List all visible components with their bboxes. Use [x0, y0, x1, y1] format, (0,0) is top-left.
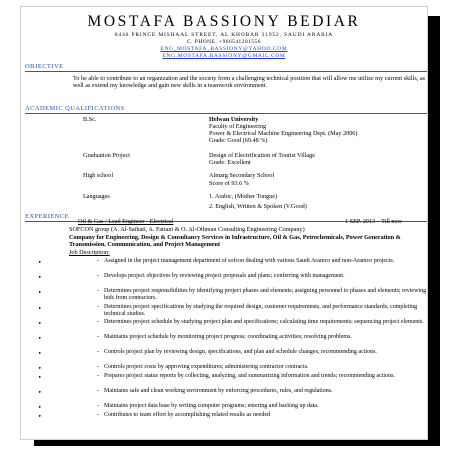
job-description-text: Contributes to team effort by accomplishing related results as needed: [104, 412, 271, 418]
experience-company: SOFCON group (A. Al-Saihati, A. Fattani & O. Al-Othman Consulting Engineering Company): [69, 226, 305, 233]
bullet-dash: -: [97, 403, 99, 409]
job-description-item: [97, 304, 428, 318]
job-description-item: [97, 364, 428, 371]
email-link-gmail[interactable]: ENG.MOSTAFA.BASSIONY@GMAIL.COM: [162, 53, 286, 59]
bsc-university: Helwan University: [209, 116, 259, 123]
bullet-marker-icon: ▸: [39, 259, 42, 264]
bullet-marker-icon: ▸: [39, 413, 42, 418]
job-description-item: [97, 288, 428, 302]
job-description-text: Controls project costs by approving expenditures; administering contractor contracts.: [104, 364, 309, 370]
bullet-dash: -: [97, 288, 99, 294]
bullet-dash: -: [97, 319, 99, 325]
experience-dates: 1 SEP. 2013 – Till now: [345, 218, 403, 225]
job-description-item: [97, 349, 428, 356]
bsc-faculty: Faculty of Engineering: [209, 123, 267, 130]
school-score: Score of 93.6 %: [209, 180, 249, 187]
job-description-label: Job Description:: [69, 249, 110, 256]
job-description-item: [97, 388, 428, 395]
bullet-marker-icon: ▸: [39, 389, 42, 394]
experience-heading: EXPERIENCE: [25, 213, 70, 220]
bullet-dash: -: [97, 349, 99, 355]
job-description-item: [97, 273, 428, 280]
project-grade: Grade: Excellent: [209, 159, 251, 166]
bullet-marker-icon: ▸: [39, 335, 42, 340]
bullet-dash: -: [97, 364, 99, 370]
school-name: Almarg Secondary School: [209, 172, 275, 179]
academic-heading: ACADEMIC QUALIFICATIONS: [25, 105, 125, 112]
bullet-dash: -: [97, 334, 99, 340]
bullet-marker-icon: ▸: [39, 350, 42, 355]
language-arabic: 1. Arabic, (Mother Tongue): [209, 193, 278, 200]
email-link-yahoo[interactable]: ENG_MOSTAFA_BASSIONY@YAHOO.COM: [160, 46, 288, 52]
language-english: 2. English, Written & Spoken (V.Good): [209, 203, 307, 210]
job-description-item: [97, 373, 428, 380]
objective-heading: OBJECTIVE: [25, 63, 64, 70]
objective-rule: [25, 71, 427, 72]
project-title: Design of Electrification of Tourist Village: [209, 152, 316, 159]
address-line: 8446 PRINCE MISHAAL STREET, AL KHOBAR 31952, SAUDI ARABIA: [114, 32, 334, 38]
bullet-dash: -: [97, 304, 99, 310]
bullet-dash: -: [97, 373, 99, 379]
job-description-text: Determines project schedule by studying project plan and specifications; calculating time requirements; sequencing project elements.: [104, 319, 424, 325]
job-description-text: Maintains safe and clean working environment by enforcing procedures, rules, and regulations.: [104, 388, 333, 394]
bullet-dash: -: [97, 412, 99, 418]
bullet-dash: -: [97, 258, 99, 264]
bullet-marker-icon: ▸: [39, 289, 42, 294]
bullet-marker-icon: ▸: [39, 274, 42, 279]
job-description-item: [97, 258, 428, 265]
languages-label: Languages: [83, 193, 110, 200]
job-description-text: Determines project specifications by studying the required design, customer requirements, and performance standards; completing technical studies.: [104, 304, 418, 317]
project-label: Graduation Project: [83, 152, 130, 159]
job-description-text: Prepares project status reports by collecting, analyzing, and summarizing information and trends; recommending actions.: [104, 373, 395, 379]
job-description-text: Maintains project data base by writing computer programs; entering and backing up data.: [104, 403, 319, 409]
bsc-label: B.Sc.: [83, 116, 97, 123]
bsc-department: Power & Electrical Machine Engineering Dept. (May 2006): [209, 130, 358, 137]
job-description-text: Develops project objectives by reviewing project proposals and plans; conferring with management.: [104, 273, 345, 279]
job-description-text: Assigned in the project management department of sofcon dealing with various Saudi Aramco and non-Aramco projects.: [104, 258, 395, 264]
phone-line: C. PHONE. +966541201556: [187, 39, 261, 45]
resume-page: [20, 6, 428, 440]
experience-role: Oil & Gas / Lead Engineer - Electrical: [78, 218, 174, 225]
candidate-name: MOSTAFA BASSIONY BEDIAR: [87, 13, 361, 30]
academic-rule: [25, 113, 427, 114]
job-description-item: [97, 412, 428, 419]
bullet-dash: -: [97, 273, 99, 279]
bullet-marker-icon: ▸: [39, 374, 42, 379]
bullet-marker-icon: ▸: [39, 404, 42, 409]
objective-text: To be able to contribute to an organization and the society from a challenging technical position that will allow me utilize my current skills, as well as extend my knowledge and gain new skills in a teamwork environment.: [73, 75, 425, 90]
bsc-grade: Grade: Good (69.48 %): [209, 137, 268, 144]
school-label: High school: [83, 172, 114, 179]
bullet-dash: -: [97, 388, 99, 394]
job-description-text: Determines project responsibilities by identifying project phases and elements; assigning personnel to phases and elements; reviewing bids from contractors.: [104, 288, 427, 301]
job-description-item: [97, 319, 428, 326]
bullet-marker-icon: ▸: [39, 320, 42, 325]
experience-company-desc: Company for Engineering, Design & Consultancy Services in Infrastructure, Oil & Gas, Petrochemicals, Power Generation & Transmission, Communication, and Project Management: [69, 234, 401, 249]
bullet-marker-icon: ▸: [39, 365, 42, 370]
job-description-item: [97, 403, 428, 410]
job-description-text: Controls project plan by reviewing design, specifications, and plan and schedule changes; recommending actions.: [104, 349, 377, 355]
bullet-marker-icon: ▸: [39, 305, 42, 310]
job-description-text: Maintains project schedule by monitoring project progress; coordinating activities; resolving problems.: [104, 334, 352, 340]
job-description-item: [97, 334, 428, 341]
